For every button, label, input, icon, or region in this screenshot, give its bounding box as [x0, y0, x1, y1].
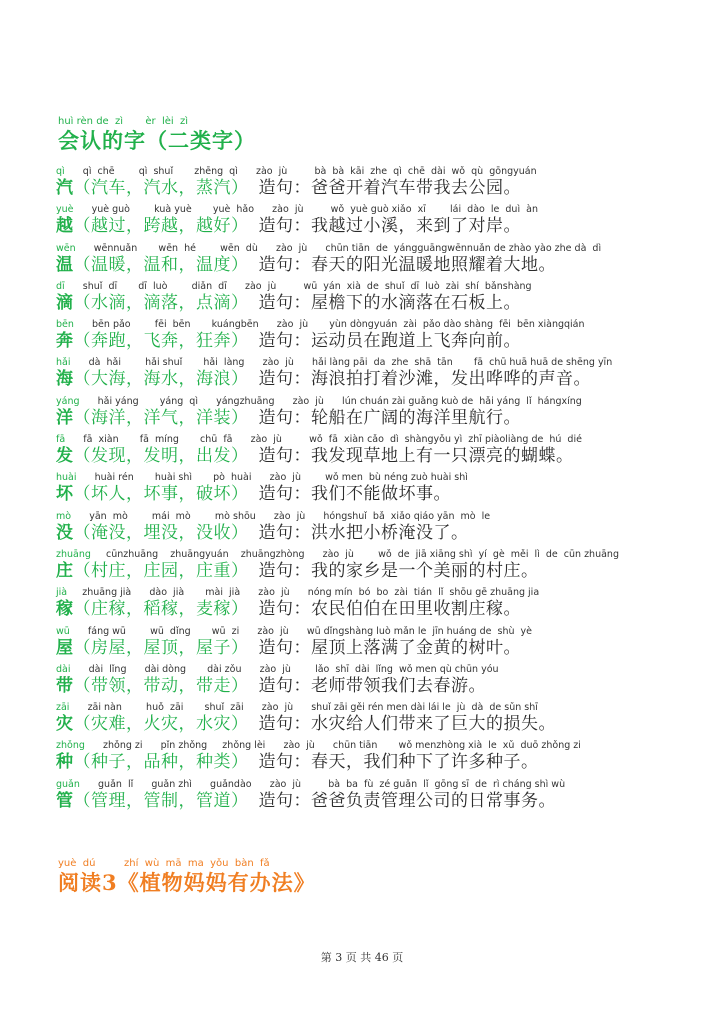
- character-row: [56, 166, 696, 204]
- character-row: [56, 511, 696, 549]
- sentence-pinyin: zào jù chūn tiān wǒ menzhòng xià le xǔ duō zhǒng zi: [283, 740, 581, 752]
- row-characters: [56, 522, 696, 544]
- example-sentence: 春天的阳光温暖地照耀着大地。: [311, 254, 556, 275]
- head-char-pinyin: guǎn: [56, 778, 80, 790]
- word-examples: （汽车，汽水，蒸汽）: [73, 178, 249, 198]
- example-sentence: 农民伯伯在田里收割庄稼。: [311, 599, 521, 620]
- word-examples: （庄稼，稻稼，麦稼）: [73, 599, 249, 620]
- words-pinyin: fáng wū wū dǐng wū zi: [69, 625, 240, 637]
- head-character: 海: [56, 369, 74, 390]
- character-row: [56, 472, 696, 510]
- sentence-pinyin: zào jù lǎo shī dài lǐng wǒ men qù chūn yóu: [259, 663, 499, 675]
- page-footer: 第 3 页 共 46 页: [320, 951, 404, 964]
- sentence-label: 造句：: [258, 407, 311, 428]
- head-character: 滴: [56, 292, 74, 313]
- word-examples: （发现，发明，出发）: [73, 446, 249, 467]
- head-char-pinyin: wū: [56, 625, 70, 637]
- head-char-pinyin: huài: [56, 472, 77, 484]
- sentence-pinyin: zào jù chūn tiān de yángguāngwēnnuǎn de zhào yào zhe dà dì: [275, 242, 602, 254]
- row-characters: [56, 292, 696, 314]
- head-character: 越: [56, 216, 74, 237]
- character-row: [56, 664, 696, 702]
- example-sentence: 老师带领我们去春游。: [311, 675, 486, 696]
- sentence-label: 造句：: [258, 790, 311, 811]
- row-pinyin: [56, 626, 696, 637]
- word-examples: （种子，品种，种类）: [73, 752, 249, 773]
- words-pinyin: zhǒng zi pǐn zhǒng zhǒng lèi: [84, 740, 266, 752]
- head-char-pinyin: dī: [56, 280, 65, 292]
- head-char-pinyin: bēn: [56, 319, 74, 331]
- words-pinyin: dà hǎi hǎi shuǐ hǎi làng: [70, 357, 245, 369]
- row-characters: [56, 407, 696, 429]
- sentence-label: 造句：: [258, 752, 311, 773]
- head-character: 稼: [56, 599, 74, 620]
- example-sentence: 爸爸开着汽车带我去公园。: [311, 178, 521, 198]
- sentence-label: 造句：: [258, 714, 311, 735]
- sentence-pinyin: zào jù shuǐ zāi gěi rén men dài lái le jù dà de sǔn shī: [261, 702, 538, 714]
- sentence-pinyin: zào jù wǒ de jiā xiāng shì yí gè měi lì de cūn zhuāng: [322, 548, 619, 560]
- sentence-pinyin: zào jù bà ba fù zé guǎn lǐ gōng sī de rì cháng shì wù: [269, 778, 566, 790]
- character-row: [56, 779, 696, 817]
- sentence-label: 造句：: [258, 446, 311, 467]
- row-characters: [56, 483, 696, 505]
- word-examples: （灾难，火灾，水灾）: [73, 714, 249, 735]
- sentence-label: 造句：: [258, 637, 311, 658]
- row-pinyin: [56, 740, 696, 751]
- head-character: 汽: [56, 178, 74, 198]
- head-character: 庄: [56, 560, 74, 581]
- sentence-label: 造句：: [258, 599, 311, 620]
- sentence-pinyin: zào jù wū yán xià de shuǐ dī luò zài shí bǎnshàng: [244, 280, 532, 292]
- row-pinyin: [56, 357, 696, 368]
- character-row: [56, 357, 696, 395]
- head-character: 管: [56, 790, 74, 811]
- row-characters: [56, 790, 696, 812]
- section-heading-recognize-chars: [58, 116, 256, 154]
- sentence-label: 造句：: [258, 254, 311, 275]
- section-heading-text: 会认的字（二类字）: [58, 128, 256, 153]
- character-list: [56, 166, 696, 817]
- row-characters: [56, 177, 696, 199]
- words-pinyin: huài rén huài shì pò huài: [76, 472, 252, 484]
- words-pinyin: qì chē qì shuǐ zhēng qì: [64, 166, 238, 177]
- row-pinyin: [56, 243, 696, 254]
- head-character: 坏: [56, 484, 74, 505]
- sentence-pinyin: zào jù hǎi làng pāi da zhe shā tān fā chū huā huā de shēng yīn: [262, 357, 613, 369]
- row-pinyin: [56, 549, 696, 560]
- example-sentence: 爸爸负责管理公司的日常事务。: [311, 790, 556, 811]
- example-sentence: 轮船在广阔的海洋里航行。: [311, 407, 521, 428]
- words-pinyin: hǎi yáng yáng qì yángzhuāng: [79, 395, 275, 407]
- sentence-pinyin: zào jù hóngshuǐ bǎ xiǎo qiáo yān mò le: [273, 510, 491, 522]
- sentence-label: 造句：: [258, 369, 311, 390]
- words-pinyin: wēnnuǎn wēn hé wēn dù: [75, 242, 258, 254]
- row-pinyin: [56, 779, 696, 790]
- words-pinyin: yān mò mái mò mò shōu: [71, 510, 256, 522]
- sentence-label: 造句：: [258, 560, 311, 581]
- row-pinyin: [56, 319, 696, 330]
- sentence-label: 造句：: [258, 675, 311, 696]
- sentence-pinyin: zào jù wǒ men bù néng zuò huài shì: [269, 472, 468, 484]
- row-pinyin: [56, 204, 696, 215]
- row-pinyin: [56, 702, 696, 713]
- head-char-pinyin: mò: [56, 510, 72, 522]
- head-char-pinyin: dài: [56, 663, 71, 675]
- head-char-pinyin: fā: [56, 434, 66, 446]
- character-row: [56, 702, 696, 740]
- row-characters: [56, 254, 696, 276]
- head-char-pinyin: zāi: [56, 702, 70, 714]
- head-char-pinyin: zhuāng: [56, 548, 91, 560]
- word-examples: （坏人，坏事，破坏）: [73, 484, 249, 505]
- head-character: 发: [56, 446, 74, 467]
- word-examples: （海洋，洋气，洋装）: [73, 407, 249, 428]
- example-sentence: 屋顶上落满了金黄的树叶。: [311, 637, 521, 658]
- words-pinyin: zhuāng jià dào jià mài jià: [67, 587, 241, 599]
- sentence-label: 造句：: [258, 178, 311, 198]
- word-examples: （奔跑，飞奔，狂奔）: [73, 331, 249, 352]
- head-char-pinyin: wēn: [56, 242, 76, 254]
- head-character: 奔: [56, 331, 74, 352]
- row-characters: [56, 560, 696, 582]
- row-characters: [56, 215, 696, 237]
- head-character: 温: [56, 254, 74, 275]
- sentence-pinyin: zào jù wǒ yuè guò xiǎo xī lái dào le duì àn: [272, 204, 538, 216]
- sentence-label: 造句：: [258, 216, 311, 237]
- character-row: [56, 740, 696, 778]
- reading-heading-text: 阅读3《植物妈妈有办法》: [58, 870, 316, 895]
- head-char-pinyin: zhǒng: [56, 740, 85, 752]
- example-sentence: 春天，我们种下了许多种子。: [311, 752, 539, 773]
- example-sentence: 洪水把小桥淹没了。: [311, 522, 469, 543]
- row-characters: [56, 445, 696, 467]
- words-pinyin: yuè guò kuà yuè yuè hǎo: [73, 204, 255, 216]
- row-pinyin: [56, 472, 696, 483]
- character-row: [56, 243, 696, 281]
- words-pinyin: dài lǐng dài dòng dài zǒu: [70, 663, 242, 675]
- row-pinyin: [56, 511, 696, 522]
- row-characters: [56, 637, 696, 659]
- head-char-pinyin: jià: [56, 587, 68, 599]
- head-character: 种: [56, 752, 74, 773]
- word-examples: （水滴，滴落，点滴）: [73, 292, 249, 313]
- character-row: [56, 396, 696, 434]
- word-examples: （带领，带动，带走）: [73, 675, 249, 696]
- head-char-pinyin: hǎi: [56, 357, 71, 369]
- sentence-label: 造句：: [258, 484, 311, 505]
- words-pinyin: cūnzhuāng zhuāngyuán zhuāngzhòng: [90, 548, 305, 560]
- word-examples: （温暖，温和，温度）: [73, 254, 249, 275]
- character-row: [56, 319, 696, 357]
- example-sentence: 海浪拍打着沙滩，发出哗哗的声音。: [311, 369, 591, 390]
- example-sentence: 我的家乡是一个美丽的村庄。: [311, 560, 539, 581]
- sentence-pinyin: zào jù bà bà kāi zhe qì chē dài wǒ qù gōngyuán: [255, 166, 537, 177]
- words-pinyin: zāi nàn huǒ zāi shuǐ zāi: [69, 702, 244, 714]
- row-characters: [56, 675, 696, 697]
- example-sentence: 运动员在跑道上飞奔向前。: [311, 331, 521, 352]
- head-char-pinyin: yáng: [56, 395, 80, 407]
- word-examples: （村庄，庄园，庄重）: [73, 560, 249, 581]
- row-characters: [56, 330, 696, 352]
- words-pinyin: fā xiàn fā míng chū fā: [65, 434, 233, 446]
- example-sentence: 屋檐下的水滴落在石板上。: [311, 292, 521, 313]
- head-character: 没: [56, 522, 74, 543]
- example-sentence: 我们不能做坏事。: [311, 484, 451, 505]
- row-pinyin: [56, 587, 696, 598]
- head-char-pinyin: qì: [56, 166, 65, 177]
- words-pinyin: guǎn lǐ guǎn zhì guǎndào: [79, 778, 252, 790]
- head-character: 洋: [56, 407, 74, 428]
- word-examples: （越过，跨越，越好）: [73, 216, 249, 237]
- head-character: 带: [56, 675, 74, 696]
- example-sentence: 水灾给人们带来了巨大的损失。: [311, 714, 556, 735]
- row-pinyin: [56, 664, 696, 675]
- word-examples: （大海，海水，海浪）: [73, 369, 249, 390]
- section-heading-pinyin: huì rèn de zì èr lèi zì: [58, 116, 189, 127]
- sentence-pinyin: zào jù wǒ fā xiàn cǎo dì shàngyǒu yì zhī piàoliàng de hú dié: [250, 434, 582, 446]
- sentence-pinyin: zào jù lún chuán zài guǎng kuò de hǎi yáng lǐ hángxíng: [292, 395, 582, 407]
- example-sentence: 我越过小溪，来到了对岸。: [311, 216, 521, 237]
- row-pinyin: [56, 166, 696, 177]
- words-pinyin: bēn pǎo fēi bēn kuángbēn: [73, 319, 259, 331]
- sentence-pinyin: zào jù nóng mín bó bo zài tián lǐ shōu gē zhuāng jia: [258, 587, 540, 599]
- head-char-pinyin: yuè: [56, 204, 74, 216]
- section-heading-reading: [58, 858, 316, 896]
- head-character: 屋: [56, 637, 74, 658]
- word-examples: （管理，管制，管道）: [73, 790, 249, 811]
- character-row: [56, 281, 696, 319]
- reading-heading-pinyin: yuè dú zhí wù mā ma yǒu bàn fǎ: [58, 858, 270, 869]
- example-sentence: 我发现草地上有一只漂亮的蝴蝶。: [311, 446, 574, 467]
- sentence-label: 造句：: [258, 331, 311, 352]
- word-examples: （房屋，屋顶，屋子）: [73, 637, 249, 658]
- words-pinyin: shuǐ dī dī luò diǎn dī: [64, 280, 227, 292]
- row-characters: [56, 713, 696, 735]
- character-row: [56, 587, 696, 625]
- character-row: [56, 626, 696, 664]
- character-row: [56, 549, 696, 587]
- row-characters: [56, 751, 696, 773]
- character-row: [56, 434, 696, 472]
- character-row: [56, 204, 696, 242]
- sentence-label: 造句：: [258, 292, 311, 313]
- sentence-label: 造句：: [258, 522, 311, 543]
- sentence-pinyin: zào jù yùn dòngyuán zài pǎo dào shàng fēi bēn xiàngqián: [276, 319, 585, 331]
- row-pinyin: [56, 434, 696, 445]
- row-characters: [56, 598, 696, 620]
- row-pinyin: [56, 396, 696, 407]
- head-character: 灾: [56, 714, 74, 735]
- row-characters: [56, 368, 696, 390]
- word-examples: （淹没，埋没，没收）: [73, 522, 249, 543]
- row-pinyin: [56, 281, 696, 292]
- sentence-pinyin: zào jù wū dǐngshàng luò mǎn le jīn huáng de shù yè: [257, 625, 533, 637]
